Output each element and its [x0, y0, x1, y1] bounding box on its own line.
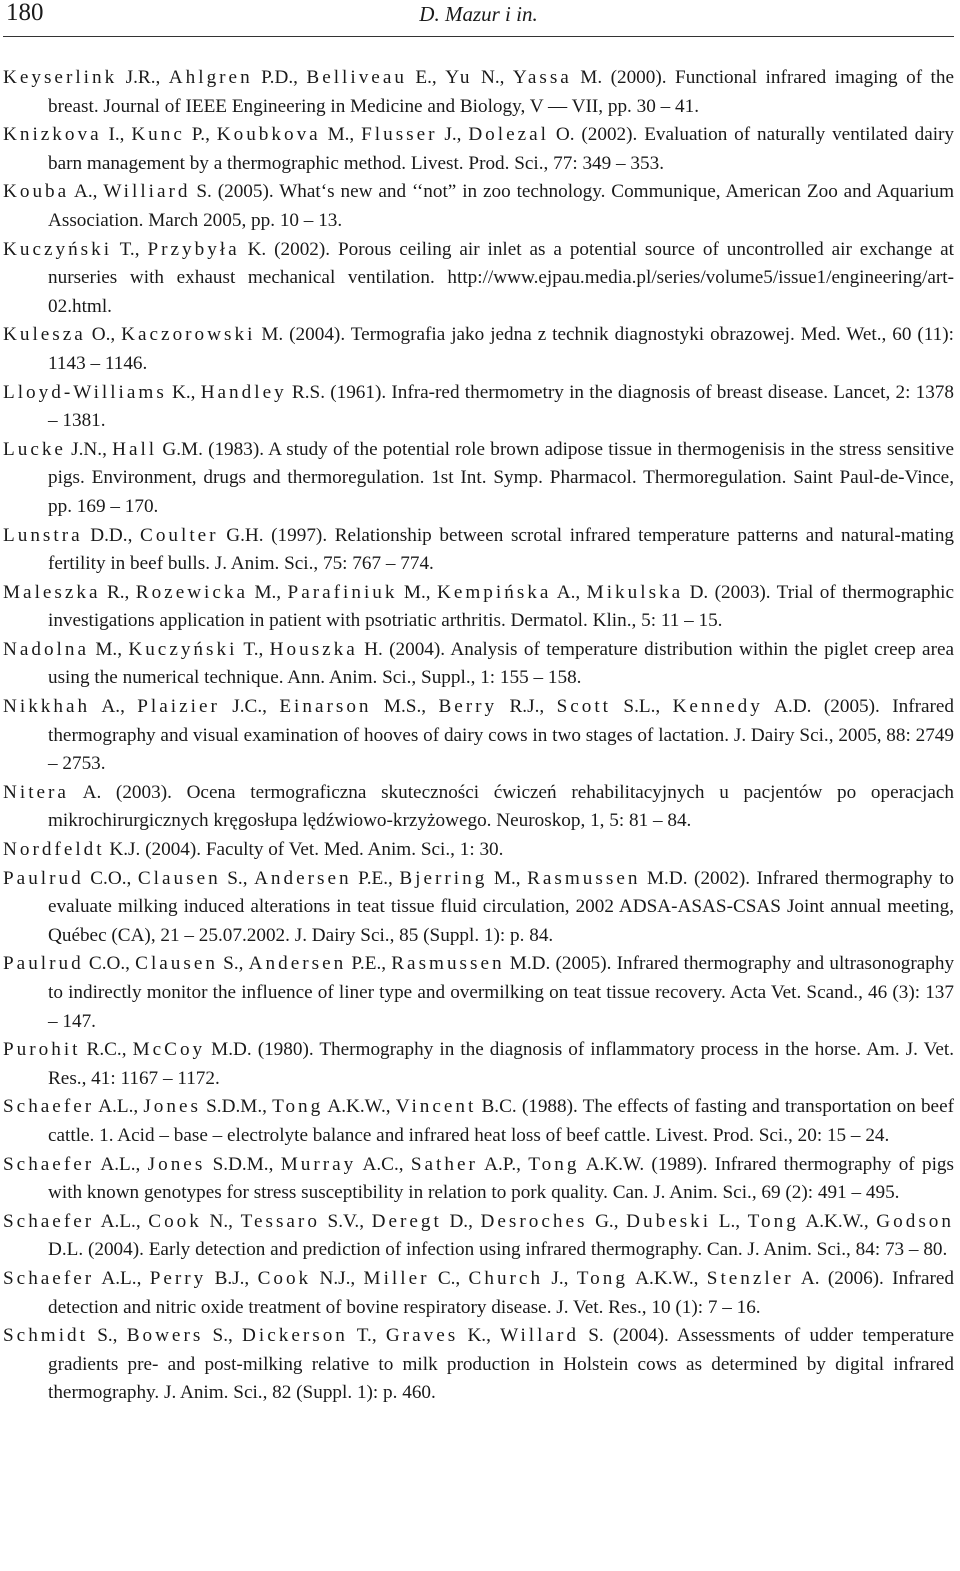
author-name: Dickerson	[242, 1325, 348, 1347]
reference-text: S. (2005). What‘s new and ‘‘not” in zoo technology. Communique, American Zoo and Aquarium Association. March 2005, pp. 10 – 13.	[48, 181, 954, 231]
reference-text: R.,	[100, 581, 136, 603]
author-name: Przybyła	[147, 238, 240, 260]
reference-text: M. (2000). Functional infrared imaging of the breast. Journal of IEEE Engineering in Medicine and Biology, V — VII, pp. 30 – 41.	[48, 67, 954, 117]
reference-text: T.,	[112, 238, 148, 260]
reference-text: A.L.,	[94, 1096, 144, 1118]
author-name: Coulter	[140, 524, 219, 546]
reference-entry	[3, 950, 954, 1036]
page-number: 180	[6, 0, 44, 26]
author-name: Church	[468, 1267, 544, 1289]
reference-text: E.,	[406, 67, 446, 88]
author-name: Paulrud	[3, 953, 84, 975]
reference-text: C.O.,	[83, 953, 136, 975]
reference-text: B.C. (1988). The effects of fasting and transportation on beef cattle. 1. Acid – base – electrolyte balance and infrared heat loss of beef cattle. Livest. Prod. Sci., 20: 15 – 24.	[48, 1096, 954, 1146]
author-name: Sather	[410, 1153, 478, 1175]
author-name: Lucke	[3, 438, 66, 460]
reference-text: S.L.,	[611, 696, 673, 718]
reference-text: M.,	[397, 581, 437, 603]
author-name: Rasmussen	[527, 867, 641, 889]
reference-text: P.E.,	[351, 867, 400, 889]
author-name: Miller	[363, 1267, 430, 1289]
reference-text: A.D. (2005). Infrared thermography and visual examination of hooves of dairy cows in two stages of lactation. J. Dairy Sci., 2005, 88: 2749 – 2753.	[48, 696, 954, 775]
author-name: Knizkova	[3, 124, 102, 146]
author-name: Kouba	[3, 181, 70, 203]
reference-list	[3, 64, 954, 1408]
reference-text: J.,	[543, 1267, 577, 1289]
reference-text: A.P.,	[477, 1153, 529, 1175]
reference-text: M.,	[320, 124, 362, 146]
reference-text: S.D.M.,	[205, 1153, 281, 1175]
author-name: Andersen	[248, 953, 347, 975]
reference-text: L.,	[711, 1210, 748, 1232]
reference-text: K. (2002). Porous ceiling air inlet as a potential source of uncontrolled air exchange at nurseries with exhaust mechanical ventilation. http://www.ejpau.media.pl/series/volume5/issue1/engineering/art-02.html.	[48, 238, 954, 317]
reference-text: T.,	[347, 1325, 386, 1347]
reference-text: N.,	[472, 67, 513, 88]
author-name: Kunc	[131, 124, 185, 146]
author-name: Jones	[147, 1153, 206, 1175]
reference-entry	[3, 1208, 954, 1265]
reference-text: A.K.W.,	[627, 1267, 707, 1289]
reference-text: M.D. (2002). Infrared thermography to evaluate milking induced alterations in teat tissue fluid circulation, 2002 ADSA-ASAS-CSAS Joint annual meeting, Québec (CA), 21 – 25.07.2002. J. Dairy Sci., 85 (Suppl. 1): p. 84.	[48, 867, 955, 946]
reference-text: A.K.W.,	[798, 1210, 877, 1232]
author-name: Hall	[112, 438, 158, 460]
reference-entry	[3, 436, 954, 522]
author-name: Koubkova	[216, 124, 321, 146]
author-name: Parafiniuk	[287, 581, 398, 603]
author-name: Nikkhah	[3, 696, 91, 718]
page-header	[3, 0, 954, 37]
author-name: Kaczorowski	[121, 324, 256, 346]
author-name: Tong	[272, 1096, 324, 1118]
author-name: Nitera	[3, 781, 69, 803]
author-name: Desroches	[480, 1210, 588, 1232]
reference-text: S.,	[87, 1325, 127, 1347]
author-name: Ahlgren	[168, 67, 253, 88]
reference-text: J.N.,	[65, 438, 113, 460]
reference-text: P.,	[184, 124, 217, 146]
reference-text: N.J.,	[311, 1267, 364, 1289]
reference-text: I.,	[101, 124, 132, 146]
author-name: Godson	[876, 1210, 954, 1232]
author-name: Dolezal	[468, 124, 549, 146]
author-name: Cook	[148, 1210, 202, 1232]
reference-entry	[3, 321, 954, 378]
author-name: Schaefer	[3, 1153, 95, 1175]
author-name: Lunstra	[3, 524, 83, 546]
reference-text: J.,	[437, 124, 469, 146]
author-name: Nadolna	[3, 638, 90, 660]
reference-text: P.D.,	[252, 67, 307, 88]
author-name: Yassa	[512, 67, 572, 88]
reference-text: A.L.,	[94, 1153, 148, 1175]
reference-entry	[3, 1036, 954, 1093]
author-name: Andersen	[254, 867, 352, 889]
author-name: Maleszka	[3, 581, 101, 603]
author-name: Jones	[143, 1096, 201, 1118]
author-name: Rasmussen	[391, 953, 505, 975]
author-name: Purohit	[3, 1039, 81, 1061]
reference-text: O. (2002). Evaluation of naturally ventilated dairy barn management by a thermographic method. Livest. Prod. Sci., 77: 349 – 353.	[48, 124, 955, 174]
reference-text: A.,	[69, 181, 104, 203]
reference-text: G.M. (1983). A study of the potential role brown adipose tissue in thermogenisis in the stress sensitive pigs. Environment, drugs and thermoregulation. 1st Int. Symp. Pharmacol. Thermoregulation. Saint Paul-de-Vince, pp. 169 – 170.	[48, 438, 954, 517]
reference-entry	[3, 121, 954, 178]
author-name: Williard	[103, 181, 191, 203]
reference-text: S.,	[220, 867, 255, 889]
reference-text: A.K.W.,	[323, 1096, 396, 1118]
author-name: Schaefer	[3, 1267, 95, 1289]
reference-text: K.,	[458, 1325, 501, 1347]
reference-text: B.J.,	[206, 1267, 258, 1289]
reference-text: R.S. (1961). Infra-red thermometry in the diagnosis of breast disease. Lancet, 2: 1378 – 1381.	[48, 381, 954, 432]
reference-text: M.,	[89, 638, 129, 660]
reference-entry	[3, 522, 954, 579]
reference-entry	[3, 64, 954, 121]
reference-text: A.,	[90, 696, 138, 718]
author-name: Scott	[556, 696, 612, 718]
author-name: Graves	[385, 1325, 459, 1347]
reference-text: A.C.,	[356, 1153, 411, 1175]
reference-text: C.,	[429, 1267, 469, 1289]
reference-text: M.D. (1980). Thermography in the diagnosis of inflammatory process in the horse. Am. J. Vet. Res., 41: 1167 – 1172.	[48, 1039, 954, 1089]
author-name: Stenzler	[706, 1267, 794, 1289]
author-name: Bjerring	[399, 867, 488, 889]
author-name: Houszka	[269, 638, 358, 660]
author-name: Deregt	[371, 1210, 442, 1232]
reference-text: R.C.,	[80, 1039, 133, 1061]
author-name: Handley	[200, 381, 287, 403]
reference-text: D.D.,	[82, 524, 141, 546]
running-title: D. Mazur i in.	[419, 2, 538, 26]
author-name: Berry	[438, 696, 498, 718]
reference-text: M.D. (2005). Infrared thermography and ultrasonography to indirectly monitor the influence of liner type and overmilking on teat tissue recovery. Acta Vet. Scand., 46 (3): 137 – 147.	[48, 953, 955, 1032]
author-name: Willard	[500, 1325, 579, 1347]
reference-text: S.,	[203, 1325, 243, 1347]
reference-text: T.,	[237, 638, 270, 660]
author-name: Flusser	[361, 124, 438, 146]
author-name: Vincent	[395, 1096, 477, 1118]
reference-text: J.R.,	[117, 67, 169, 88]
reference-text: D.L. (2004). Early detection and prediction of infection using infrared thermography. Can. J. Anim. Sci., 84: 73 – 80.	[48, 1239, 948, 1261]
reference-entry	[3, 1265, 954, 1322]
author-name: Dubeski	[626, 1210, 712, 1232]
reference-text: M.S.,	[371, 696, 439, 718]
reference-text: O.,	[85, 324, 122, 346]
author-name: Bowers	[126, 1325, 204, 1347]
reference-text: A. (2003). Ocena termograficzna skuteczności ćwiczeń rehabilitacyjnych u pacjentów po operacjach mikrochirurgicznych kręgosłupa lędźwiowo-krzyżowego. Neuroskop, 1, 5: 81 – 84.	[48, 781, 954, 832]
reference-text: K.J. (2004). Faculty of Vet. Med. Anim. Sci., 1: 30.	[104, 839, 504, 861]
reference-entry	[3, 865, 954, 951]
reference-text: D.,	[441, 1210, 481, 1232]
reference-entry	[3, 1322, 954, 1408]
author-name: Schaefer	[3, 1096, 95, 1118]
author-name: Mikulska	[586, 581, 684, 603]
author-name: Tong	[576, 1267, 628, 1289]
reference-text: A.L.,	[94, 1267, 150, 1289]
author-name: Kennedy	[672, 696, 763, 718]
reference-entry	[3, 693, 954, 779]
author-name: Tong	[528, 1153, 580, 1175]
author-name: Paulrud	[3, 867, 84, 889]
reference-text: A. (2006). Infrared detection and nitric oxide treatment of bovine respiratory disease. J. Vet. Res., 10 (1): 7 – 16.	[48, 1267, 954, 1318]
author-name: Clausen	[135, 953, 218, 975]
author-name: McCoy	[132, 1039, 206, 1061]
reference-text: A.,	[551, 581, 587, 603]
reference-text: M. (2004). Termografia jako jedna z technik diagnostyki obrazowej. Med. Wet., 60 (11): 1143 – 1146.	[48, 324, 954, 374]
reference-entry	[3, 1093, 954, 1150]
reference-text: M.,	[487, 867, 528, 889]
reference-text: K.,	[166, 381, 201, 403]
reference-text: S.V.,	[319, 1210, 372, 1232]
reference-entry	[3, 836, 954, 865]
author-name: Clausen	[137, 867, 221, 889]
reference-text: C.O.,	[83, 867, 138, 889]
reference-entry	[3, 379, 954, 436]
reference-text: A.L.,	[94, 1210, 149, 1232]
author-name: Cook	[257, 1267, 312, 1289]
reference-text: R.J.,	[497, 696, 557, 718]
reference-entry	[3, 1151, 954, 1208]
author-name: Kuczyński	[3, 238, 113, 260]
reference-text: D. (2003). Trial of thermographic investigations application in patient with psotriatic arthritis. Dermatol. Klin., 5: 11 – 15.	[48, 581, 955, 632]
author-name: Kuczyński	[128, 638, 238, 660]
author-name: Yu	[445, 67, 473, 88]
author-name: Nordfeldt	[3, 839, 105, 861]
reference-text: G.H. (1997). Relationship between scrotal infrared temperature patterns and natural-mating fertility in beef bulls. J. Anim. Sci., 75: 767 – 774.	[48, 524, 955, 575]
author-name: Tessaro	[240, 1210, 320, 1232]
author-name: Einarson	[279, 696, 372, 718]
author-name: Perry	[149, 1267, 207, 1289]
reference-text: N.,	[201, 1210, 241, 1232]
author-name: Schmidt	[3, 1325, 88, 1347]
author-name: Kempińska	[437, 581, 552, 603]
author-name: Belliveau	[306, 67, 407, 88]
author-name: Plaizier	[137, 696, 220, 718]
reference-entry	[3, 579, 954, 636]
author-name: Murray	[280, 1153, 357, 1175]
reference-entry	[3, 779, 954, 836]
reference-text: M.,	[248, 581, 288, 603]
reference-entry	[3, 178, 954, 235]
author-name: Rozewicka	[135, 581, 249, 603]
reference-text: J.C.,	[219, 696, 280, 718]
reference-text: S.D.M.,	[200, 1096, 273, 1118]
author-name: Lloyd-Williams	[3, 381, 167, 403]
reference-text: P.E.,	[346, 953, 392, 975]
reference-entry	[3, 236, 954, 322]
author-name: Keyserlink	[3, 67, 118, 88]
reference-text: G.,	[587, 1210, 627, 1232]
reference-entry	[3, 636, 954, 693]
author-name: Schaefer	[3, 1210, 95, 1232]
reference-text: H. (2004). Analysis of temperature distribution within the piglet creep area using the numerical technique. Ann. Anim. Sci., Suppl., 1: 155 – 158.	[48, 638, 954, 689]
reference-text: A.K.W. (1989). Infrared thermography of pigs with known genotypes for stress susceptibility in relation to pork quality. Can. J. Anim. Sci., 69 (2): 491 – 495.	[48, 1153, 954, 1204]
reference-text: S.,	[217, 953, 249, 975]
author-name: Tong	[747, 1210, 799, 1232]
reference-text: S. (2004). Assessments of udder temperature gradients pre- and post-milking relative to milk production in Holstein cows as determined by digital infrared thermography. J. Anim. Sci., 82 (Suppl. 1): p. 460.	[48, 1325, 955, 1404]
author-name: Kulesza	[3, 324, 86, 346]
